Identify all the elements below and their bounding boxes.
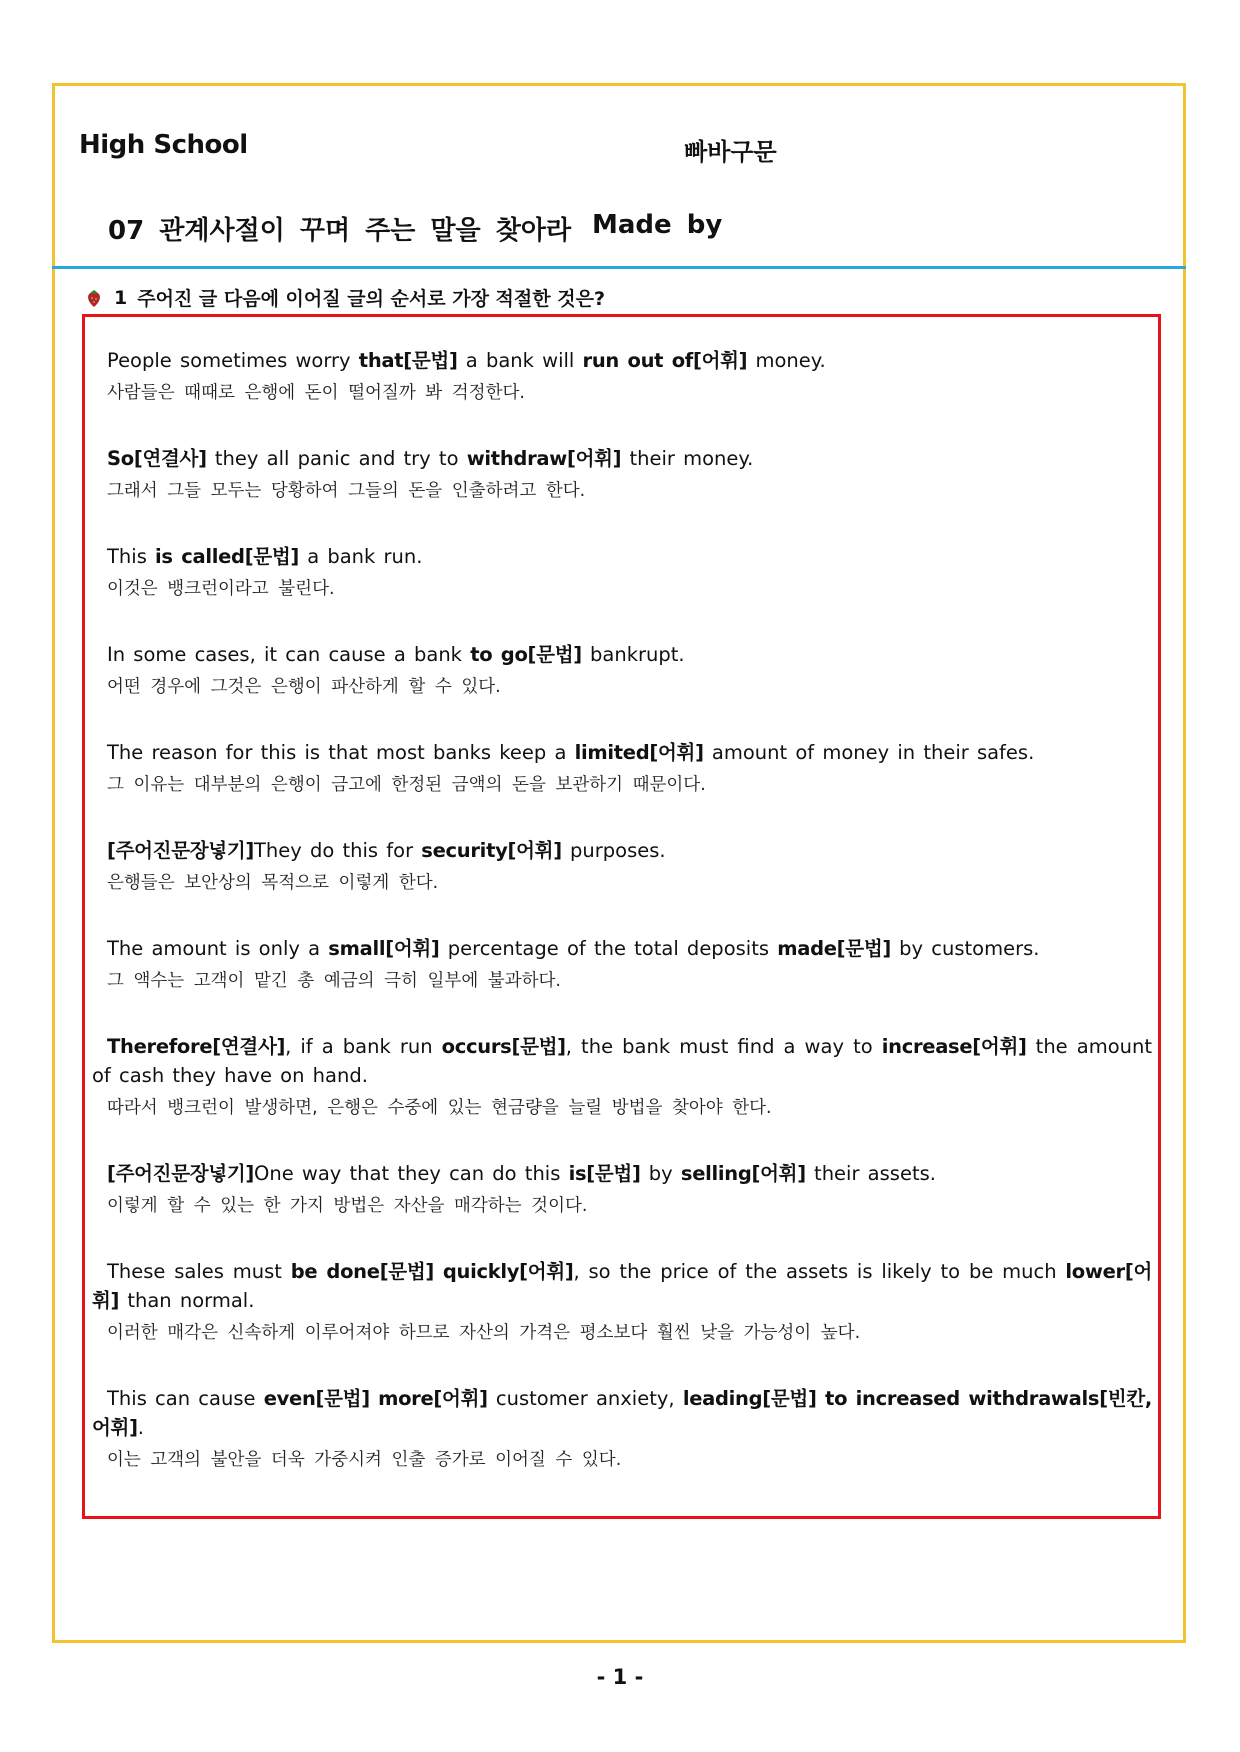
sentence-text: by (640, 1162, 681, 1185)
sentence-text: than normal. (119, 1289, 255, 1312)
school-label: High School (79, 130, 248, 160)
sentence-pair (92, 444, 1152, 503)
highlighted-term: increase[어휘] (881, 1035, 1027, 1058)
sentence-text: , so the price of the assets is likely to be much (573, 1260, 1066, 1283)
korean-translation: 어떤 경우에 그것은 은행이 파산하게 할 수 있다. (107, 677, 501, 697)
sentence-text: a bank will (457, 349, 583, 372)
english-sentence (92, 542, 1152, 571)
sentence-text (434, 1260, 443, 1283)
english-sentence (92, 1257, 1152, 1315)
highlighted-term: withdraw[어휘] (466, 447, 622, 470)
english-sentence (92, 640, 1152, 669)
korean-translation: 그래서 그들 모두는 당황하여 그들의 돈을 인출하려고 한다. (107, 481, 586, 501)
korean-translation: 그 액수는 고객이 맡긴 총 예금의 극히 일부에 불과하다. (107, 971, 561, 991)
sentence-pair (92, 1384, 1152, 1472)
highlighted-term: more[어휘] (378, 1387, 488, 1410)
highlighted-term: So[연결사] (107, 447, 207, 470)
english-sentence (92, 444, 1152, 473)
highlighted-term: selling[어휘] (680, 1162, 806, 1185)
sentence-text: the amount of cash they have on hand. (92, 1035, 1152, 1087)
sentence-pair (92, 1257, 1152, 1345)
sentence-pair (92, 738, 1152, 797)
sentence-pair (92, 1032, 1152, 1120)
sentence-text: These sales must (107, 1260, 291, 1283)
sentence-text: bankrupt. (581, 643, 685, 666)
sentence-text: their money. (621, 447, 754, 470)
sentence-text: This (107, 545, 156, 568)
korean-translation: 이는 고객의 불안을 더욱 가중시켜 인출 증가로 이어질 수 있다. (107, 1450, 622, 1470)
highlighted-term: [주어진문장넣기] (107, 1162, 254, 1185)
highlighted-term: leading[문법] to increased withdrawals[빈칸,어휘] (92, 1387, 1152, 1439)
question-number: 1 (114, 286, 128, 309)
highlighted-term: that[문법] (358, 349, 458, 372)
sentence-text: One way that they can do this (253, 1162, 569, 1185)
highlighted-term: is[문법] (568, 1162, 641, 1185)
highlighted-term: run out of[어휘] (582, 349, 748, 372)
highlighted-term: lower[어휘] (92, 1260, 1152, 1312)
made-by-label: Made by (592, 210, 723, 240)
sentence-list (92, 346, 1152, 1511)
highlighted-term: limited[어휘] (574, 741, 704, 764)
sentence-pair (92, 1159, 1152, 1218)
sentence-text: The amount is only a (107, 937, 329, 960)
strawberry-icon (84, 288, 104, 308)
header-divider (52, 266, 1186, 269)
sentence-text: purposes. (561, 839, 666, 862)
sentence-pair (92, 542, 1152, 601)
english-sentence (92, 1384, 1152, 1442)
korean-translation: 이것은 뱅크런이라고 불린다. (107, 579, 335, 599)
sentence-text: In some cases, it can cause a bank (107, 643, 471, 666)
sentence-text: This can cause (107, 1387, 264, 1410)
sentence-pair (92, 836, 1152, 895)
korean-translation: 그 이유는 대부분의 은행이 금고에 한정된 금액의 돈을 보관하기 때문이다. (107, 775, 706, 795)
korean-translation: 따라서 뱅크런이 발생하면, 은행은 수중에 있는 현금량을 늘릴 방법을 찾아야 한다. (107, 1098, 772, 1118)
sentence-text: People sometimes worry (107, 349, 359, 372)
korean-translation: 은행들은 보안상의 목적으로 이렇게 한다. (107, 873, 439, 893)
sentence-text: , if a bank run (285, 1035, 442, 1058)
lesson-title: 07 관계사절이 꾸며 주는 말을 찾아라 (108, 216, 572, 246)
english-sentence (92, 1159, 1152, 1188)
sentence-text (370, 1387, 378, 1410)
english-sentence (92, 738, 1152, 767)
korean-translation: 이렇게 할 수 있는 한 가지 방법은 자산을 매각하는 것이다. (107, 1196, 588, 1216)
sentence-text: The reason for this is that most banks keep a (107, 741, 575, 764)
highlighted-term: quickly[어휘] (442, 1260, 574, 1283)
sentence-text: percentage of the total deposits (439, 937, 778, 960)
sentence-text: a bank run. (299, 545, 423, 568)
sentence-text: money. (747, 349, 826, 372)
sentence-pair (92, 640, 1152, 699)
english-sentence (92, 836, 1152, 865)
highlighted-term: be done[문법] (290, 1260, 434, 1283)
sentence-text: they all panic and try to (206, 447, 467, 470)
korean-translation: 이러한 매각은 신속하게 이루어져야 하므로 자산의 가격은 평소보다 훨씬 낮을 가능성이 높다. (107, 1323, 861, 1343)
highlighted-term: [주어진문장넣기] (107, 839, 254, 862)
highlighted-term: is called[문법] (155, 545, 299, 568)
english-sentence (92, 934, 1152, 963)
sentence-text: by customers. (890, 937, 1040, 960)
sentence-text: their assets. (805, 1162, 936, 1185)
sentence-pair (92, 934, 1152, 993)
sentence-pair (92, 346, 1152, 405)
page-number: - 1 - (596, 1665, 644, 1689)
highlighted-term: Therefore[연결사] (107, 1035, 286, 1058)
highlighted-term: occurs[문법] (441, 1035, 566, 1058)
highlighted-term: small[어휘] (328, 937, 440, 960)
sentence-text: . (137, 1416, 144, 1439)
highlighted-term: made[문법] (777, 937, 891, 960)
brand-title: 빠바구문 (684, 138, 777, 166)
korean-translation: 사람들은 때때로 은행에 돈이 떨어질까 봐 걱정한다. (107, 383, 525, 403)
highlighted-term: even[문법] (263, 1387, 370, 1410)
question-line (84, 284, 605, 311)
english-sentence (92, 1032, 1152, 1090)
sentence-text: amount of money in their safes. (703, 741, 1035, 764)
highlighted-term: security[어휘] (421, 839, 562, 862)
highlighted-term: to go[문법] (470, 643, 582, 666)
sentence-text: , the bank must find a way to (565, 1035, 882, 1058)
sentence-text: They do this for (253, 839, 422, 862)
sentence-text: customer anxiety, (487, 1387, 683, 1410)
question-prompt: 주어진 글 다음에 이어질 글의 순서로 가장 적절한 것은? (137, 288, 605, 310)
english-sentence (92, 346, 1152, 375)
